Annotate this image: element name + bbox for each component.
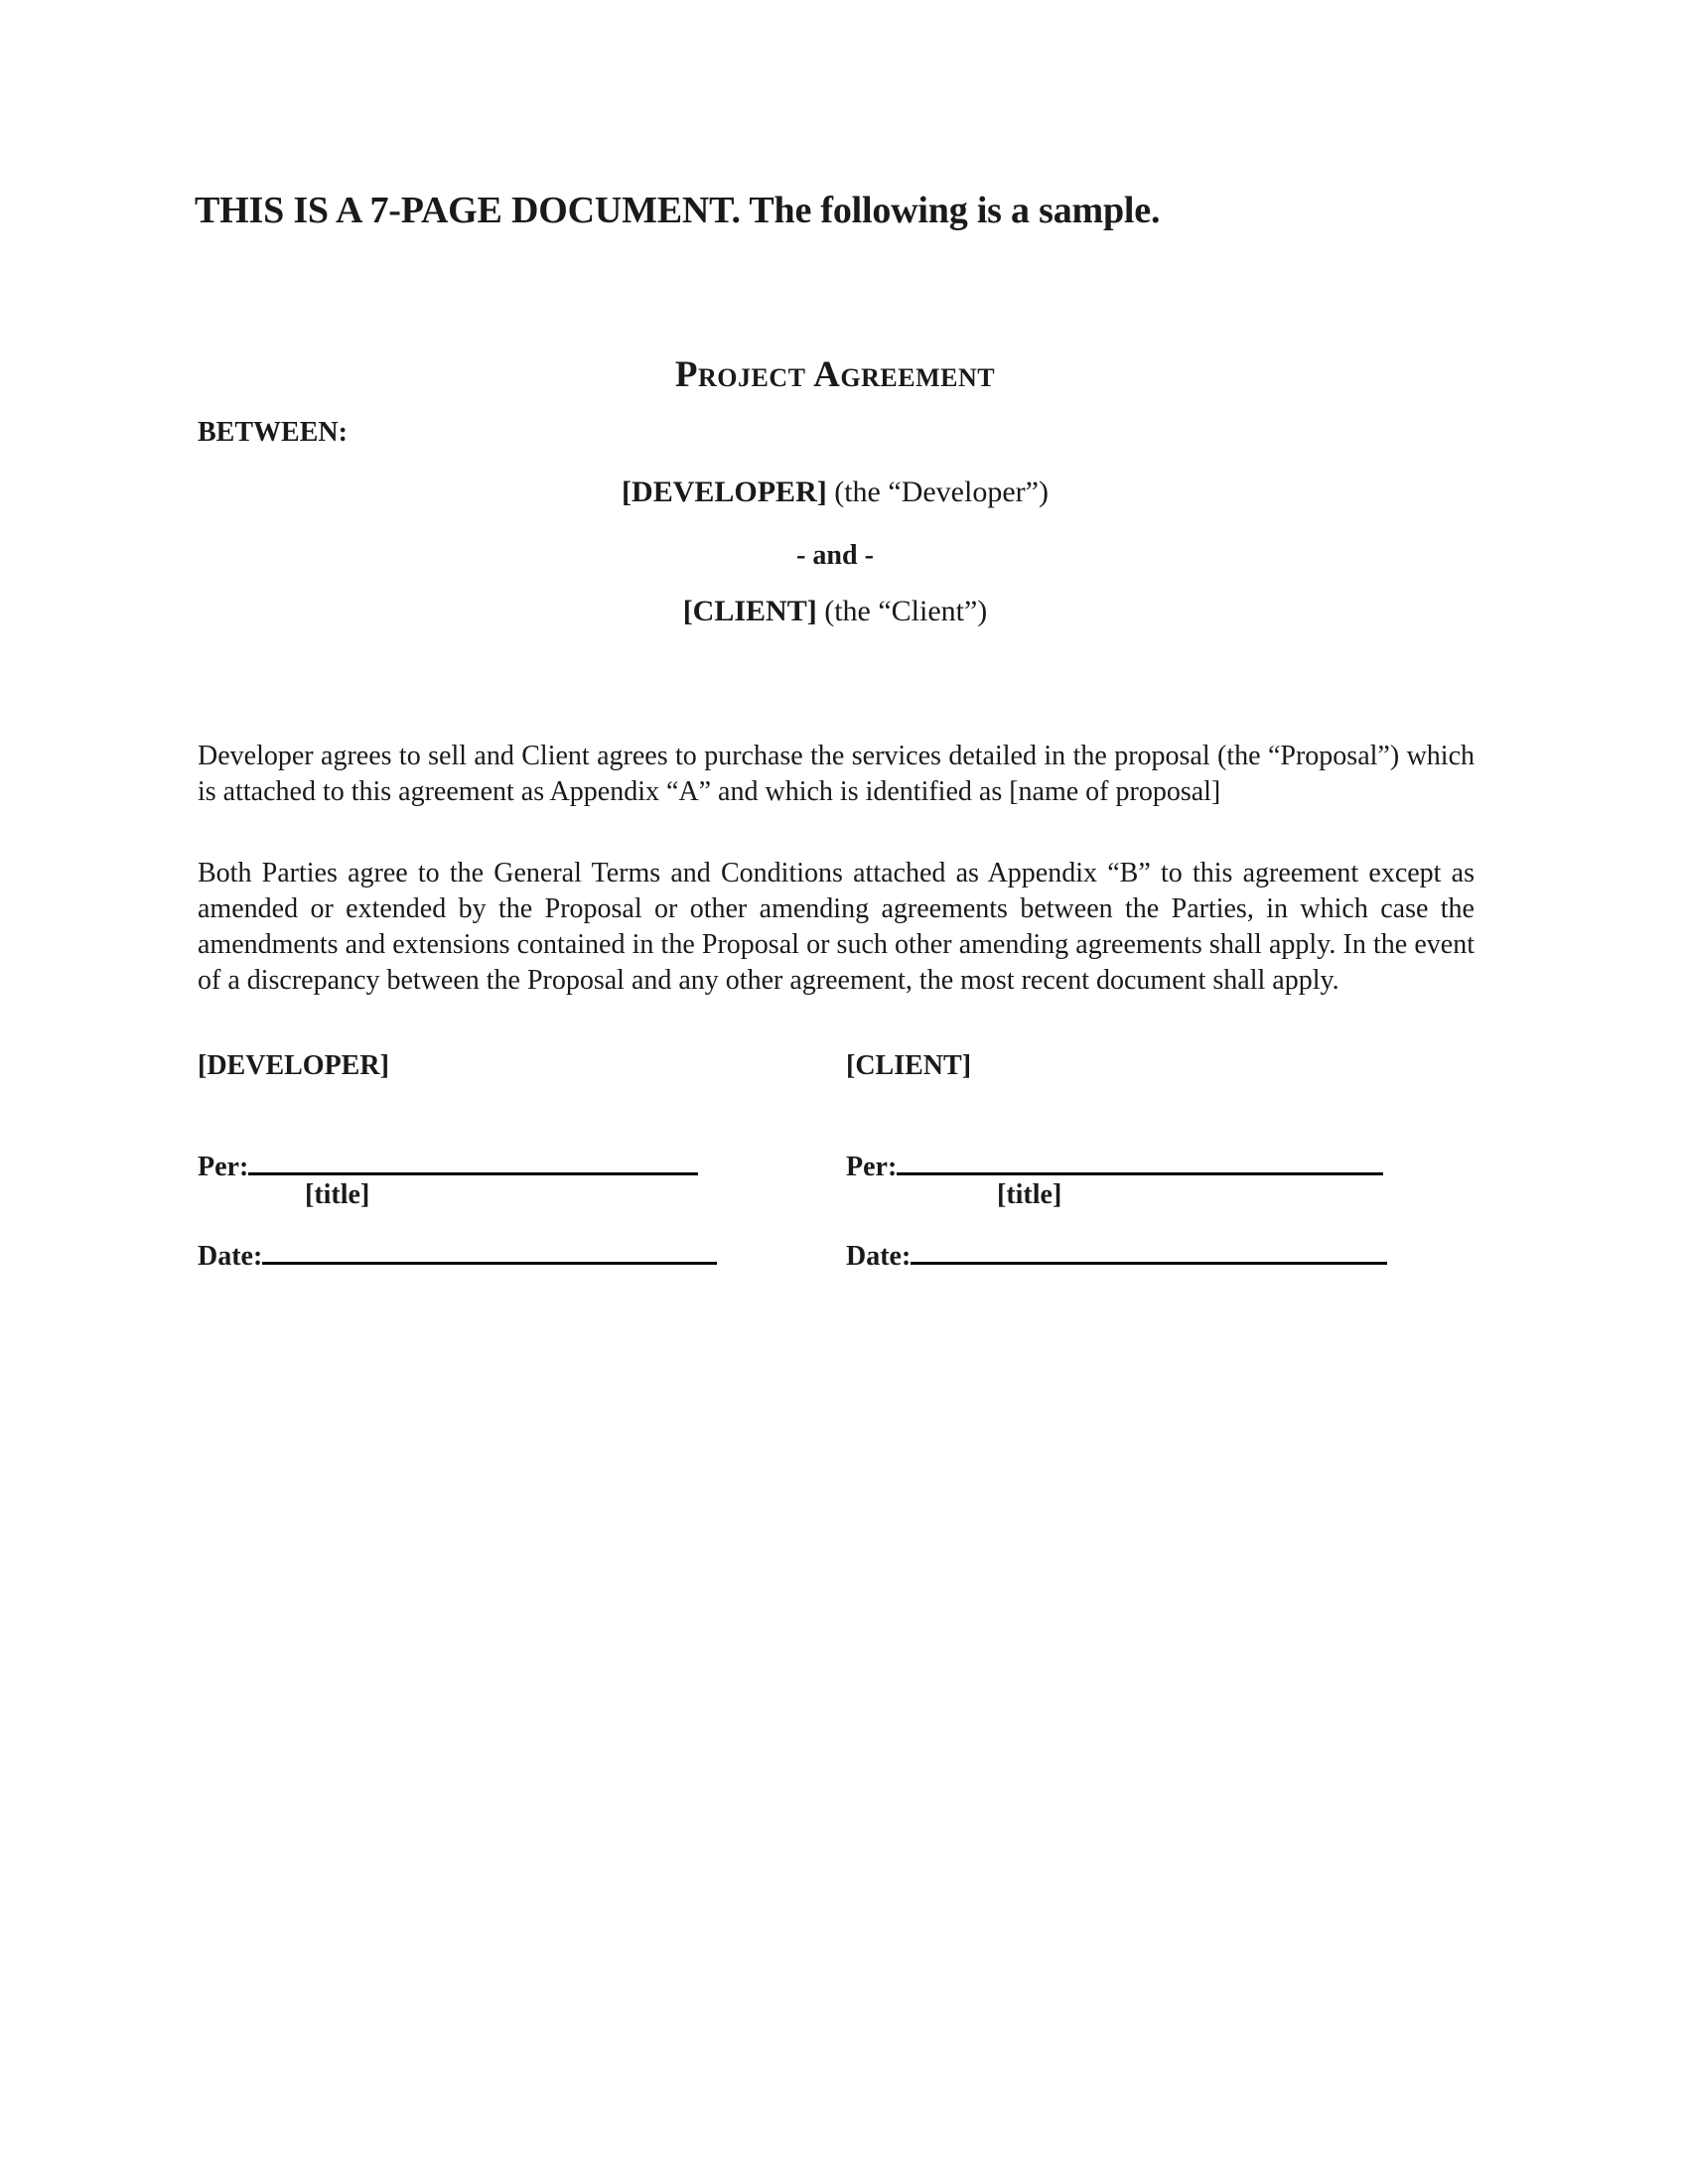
client-party-line	[198, 595, 1473, 628]
client-title-placeholder: [title]	[997, 1179, 1062, 1210]
client-party-suffix: (the “Client”)	[816, 595, 988, 627]
developer-signature-line	[248, 1147, 698, 1175]
developer-per-row	[198, 1147, 739, 1183]
paragraph-terms: Both Parties agree to the General Terms and Conditions attached as Appendix “B” to this agreement except as amended or extended by the Proposal or other amending agreements between the Parties, in which case the amendments and extensions contained in the Proposal or such other amending agreements shall apply. In the event of a discrepancy between the Proposal and any other agreement, the most recent document shall apply.	[198, 858, 1475, 996]
developer-signature-header: [DEVELOPER]	[198, 1050, 389, 1081]
developer-per-label: Per:	[198, 1152, 249, 1182]
developer-date-line	[262, 1236, 717, 1265]
document-title: Project Agreement	[674, 354, 996, 395]
developer-date-row	[198, 1236, 739, 1273]
developer-party-name: [DEVELOPER]	[622, 476, 827, 508]
between-label: BETWEEN:	[198, 417, 348, 448]
and-separator: - and -	[796, 540, 874, 571]
developer-date-label: Date:	[198, 1241, 263, 1272]
developer-title-placeholder: [title]	[305, 1179, 370, 1210]
client-per-label: Per:	[846, 1152, 898, 1182]
client-date-line	[911, 1236, 1387, 1265]
client-per-row	[846, 1147, 1402, 1183]
client-party-name: [CLIENT]	[682, 595, 817, 627]
client-signature-header: [CLIENT]	[846, 1050, 972, 1081]
sample-notice-heading: THIS IS A 7-PAGE DOCUMENT. The following is a sample.	[195, 190, 1161, 231]
client-signature-line	[897, 1147, 1383, 1175]
client-date-row	[846, 1236, 1402, 1273]
developer-party-line	[198, 476, 1473, 509]
developer-party-suffix: (the “Developer”)	[826, 476, 1049, 508]
client-date-label: Date:	[846, 1241, 912, 1272]
paragraph-services: Developer agrees to sell and Client agrees to purchase the services detailed in the proposal (the “Proposal”) which is attached to this agreement as Appendix “A” and which is identified as [name of proposal]	[198, 741, 1475, 807]
